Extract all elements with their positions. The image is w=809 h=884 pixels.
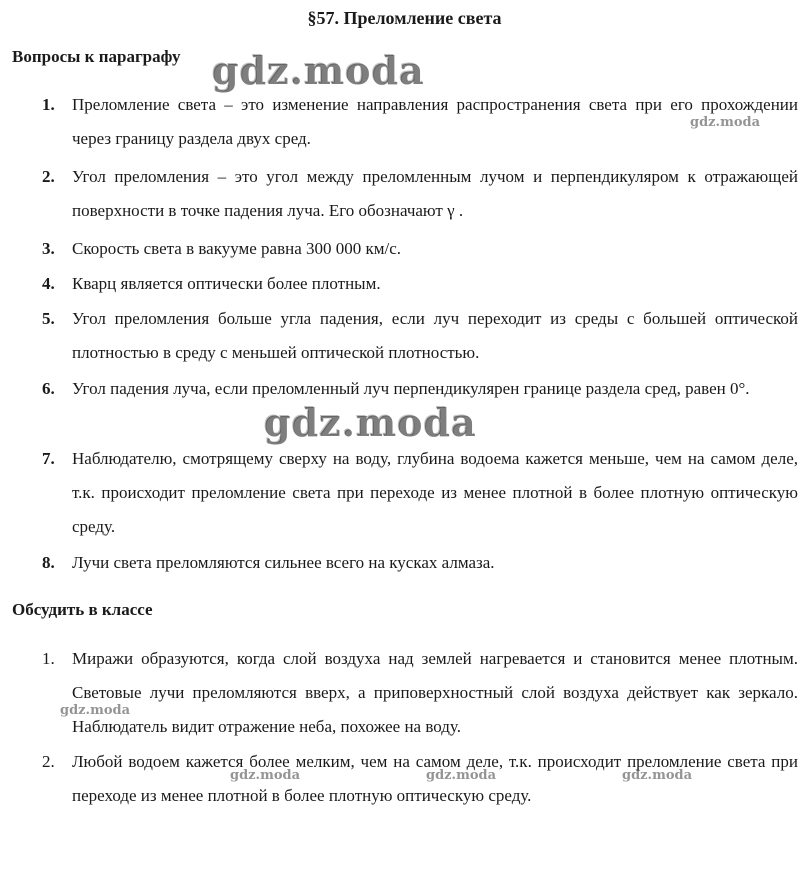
watermark-logo: gdz.moda — [426, 768, 497, 783]
item-text: Угол падения луча, если преломленный луч перпендикулярен границе раздела сред, равен 0°. — [72, 379, 750, 398]
item-text: Кварц является оптически более плотным. — [72, 274, 381, 293]
section-heading-discuss: Обсудить в классе — [12, 600, 153, 619]
item-text: Любой водоем кажется более мелким, чем на самом деле, т.к. происходит преломление света при переходе из менее плотной в более плотную оптическую среду. — [72, 752, 798, 805]
item-text: Преломление света – это изменение направления распространения света при его прохождении через границу раздела двух сред. — [72, 95, 798, 148]
item-number: 8. — [42, 553, 55, 572]
watermark-logo: gdz.moda — [690, 115, 761, 130]
item-text: Угол преломления больше угла падения, если луч переходит из среды с большей оптической плотностью в среду с меньшей оптической плотностью. — [72, 309, 798, 362]
item-text: Наблюдателю, смотрящему сверху на воду, глубина водоема кажется меньше, чем на самом деле, т.к. происходит преломление света при переходе из менее плотной в более плотную оптическую среду. — [72, 449, 798, 536]
page-title: §57. Преломление света — [307, 8, 502, 28]
item-number: 1. — [42, 649, 55, 668]
watermark-logo: gdz.moda — [622, 768, 693, 783]
item-text: Скорость света в вакууме равна 300 000 км/с. — [72, 239, 402, 258]
item-number: 6. — [42, 379, 55, 398]
watermark-logo: gdz.moda — [212, 48, 425, 93]
item-number: 2. — [42, 752, 55, 771]
item-number: 3. — [42, 239, 55, 258]
section-heading-questions: Вопросы к параграфу — [12, 47, 181, 66]
item-number: 7. — [42, 449, 55, 468]
item-number: 1. — [42, 95, 55, 114]
item-number: 2. — [42, 167, 55, 186]
watermark-logo: gdz.moda — [264, 400, 477, 445]
item-text: Миражи образуются, когда слой воздуха над землей нагревается и становится менее плотным. Световые лучи преломляются вверх, а приповерхностный слой воздуха действует как зеркало. Наблюдатель видит отражение неба, похожее на воду. — [72, 649, 798, 736]
watermark-logo: gdz.moda — [230, 768, 301, 783]
watermark-logo: gdz.moda — [60, 703, 131, 718]
item-number: 5. — [42, 309, 55, 328]
item-number: 4. — [42, 274, 55, 293]
item-text: Угол преломления – это угол между преломленным лучом и перпендикуляром к отражающей поверхности в точке падения луча. Его обозначают γ . — [72, 167, 798, 220]
item-text: Лучи света преломляются сильнее всего на кусках алмаза. — [72, 553, 495, 572]
